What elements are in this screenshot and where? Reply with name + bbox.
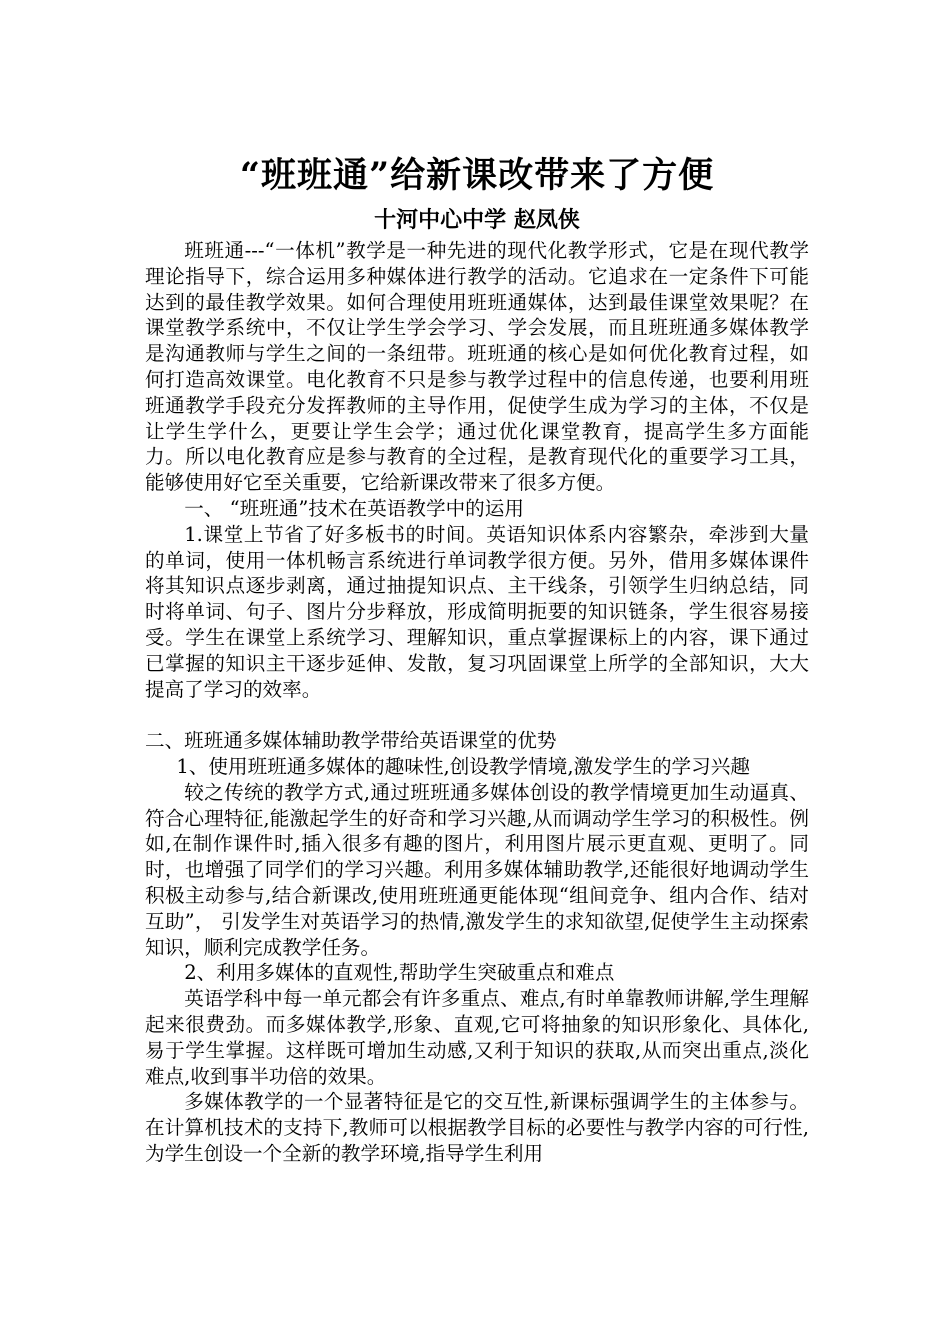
section-heading-2: 二、班班通多媒体辅助教学带给英语课堂的优势 xyxy=(145,729,557,753)
blank-line xyxy=(145,702,809,728)
paragraph-section-1-item-1: 1.课堂上节省了好多板书的时间。英语知识体系内容繁杂，牵涉到大量的单词，使用一体机畅言系统进行单词教学很方便。另外，借用多媒体课件将其知识点逐步剥离，通过抽提知识点、主干线条，引领学生归纳总结，同时将单词、句子、图片分步释放，形成简明扼要的知识链条，学生很容易接受。学生在课堂上系统学习、理解知识，重点掌握课标上的内容，课下通过已掌握的知识主干逐步延伸、发散，复习巩固课堂上所学的全部知识，大大提高了学习的效率。 xyxy=(145,522,809,701)
paragraph-2-2-body: 英语学科中每一单元都会有许多重点、难点,有时单靠教师讲解,学生理解起来很费劲。而多媒体教学,形象、直观,它可将抽象的知识形象化、具体化,易于学生掌握。这样既可增加生动感,又利于知识的获取,从而突出重点,淡化难点,收到事半功倍的效果。 xyxy=(145,987,809,1088)
section-heading-1: 一、 “班班通”技术在英语教学中的运用 xyxy=(184,496,524,520)
paragraph-2-2-interactivity: 多媒体教学的一个显著特征是它的交互性,新课标强调学生的主体参与。在计算机技术的支持下,教师可以根据教学目标的必要性与教学内容的可行性,为学生创设一个全新的教学环境,指导学生利用 xyxy=(145,1090,809,1165)
document-title: “班班通”给新课改带来了方便 xyxy=(239,155,715,196)
document-author: 十河中心中学 赵凤侠 xyxy=(374,207,580,233)
paragraph-intro: 班班通---“一体机”教学是一种先进的现代化教学形式，它是在现代教学理论指导下，综合运用多种媒体进行教学的活动。它追求在一定条件下可能达到的最佳教学效果。如何合理使用班班通媒体，达到最佳课堂效果呢？在课堂教学系统中，不仅让学生学会学习、学会发展，而且班班通多媒体教学是沟通教师与学生之间的一条纽带。班班通的核心是如何优化教育过程，如何打造高效课堂。电化教育不只是参与教学过程中的信息传递，也要利用班班通教学手段充分发挥教师的主导作用，促使学生成为学习的主体，不仅是让学生学什么，更要让学生会学；通过优化课堂教育，提高学生多方面能力。所以电化教育应是参与教育的全过程，是教育现代化的重要学习工具，能够使用好它至关重要，它给新课改带来了很多方便。 xyxy=(145,239,809,495)
subheading-2-1: 1、使用班班通多媒体的趣味性,创设教学情境,激发学生的学习兴趣 xyxy=(176,754,750,778)
document-page xyxy=(145,150,809,1167)
subheading-2-2: 2、利用多媒体的直观性,帮助学生突破重点和难点 xyxy=(184,961,615,985)
paragraph-2-1-body: 较之传统的教学方式,通过班班通多媒体创设的教学情境更加生动逼真、符合心理特征,能激起学生的好奇和学习兴趣,从而调动学生学习的积极性。例如,在制作课件时,插入很多有趣的图片，利用图片展示更直观、更明了。同时，也增强了同学们的学习兴趣。利用多媒体辅助教学,还能很好地调动学生积极主动参与,结合新课改,使用班班通更能体现“组间竞争、组内合作、结对互助”， 引发学生对英语学习的热情,激发学生的求知欲望,促使学生主动探索知识，顺利完成教学任务。 xyxy=(145,780,809,959)
